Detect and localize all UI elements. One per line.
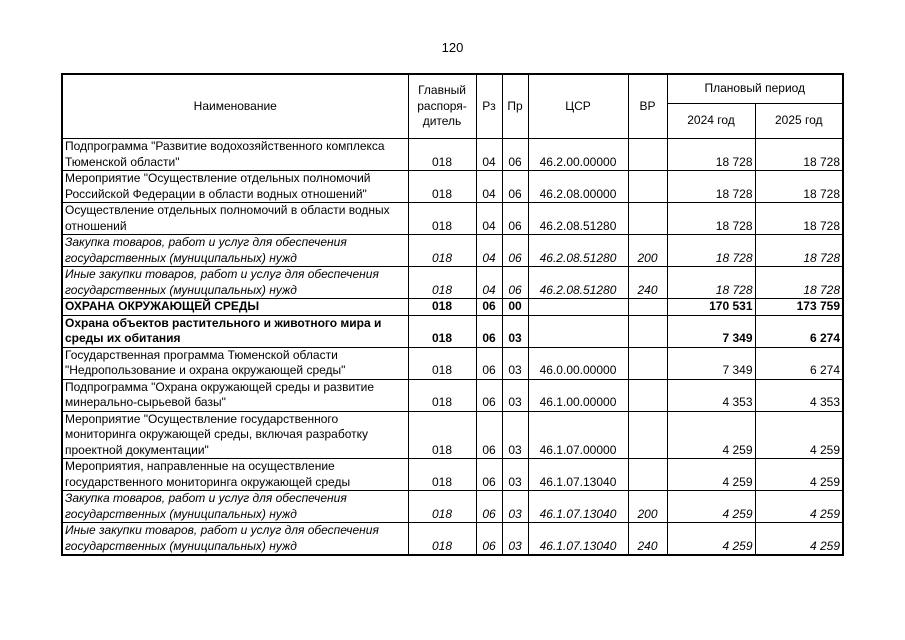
row-vr	[628, 203, 667, 235]
row-year-2025: 4 259	[755, 523, 843, 556]
table-row	[62, 203, 843, 235]
row-rz: 06	[476, 379, 502, 411]
row-year-2025: 4 259	[755, 459, 843, 491]
table-row	[62, 379, 843, 411]
row-vr	[628, 379, 667, 411]
row-rz: 04	[476, 267, 502, 299]
row-rz: 04	[476, 139, 502, 171]
row-year-2024: 18 728	[667, 171, 755, 203]
table-row	[62, 411, 843, 459]
row-vr	[628, 299, 667, 316]
row-pr: 03	[502, 491, 528, 523]
row-year-2025: 4 259	[755, 491, 843, 523]
row-vr	[628, 459, 667, 491]
row-pr: 00	[502, 299, 528, 316]
row-year-2025: 6 274	[755, 315, 843, 347]
row-name: Осуществление отдельных полномочий в области водных отношений	[62, 203, 408, 235]
header-year-2024: 2024 год	[667, 104, 755, 139]
table-row	[62, 491, 843, 523]
row-vr	[628, 411, 667, 459]
row-rz: 04	[476, 203, 502, 235]
table-header	[62, 74, 843, 139]
table-row	[62, 139, 843, 171]
row-pr: 06	[502, 139, 528, 171]
header-vr: ВР	[628, 74, 667, 139]
row-name: Государственная программа Тюменской области "Недропользование и охрана окружающей среды"	[62, 347, 408, 379]
row-pr: 06	[502, 235, 528, 267]
row-name: Иные закупки товаров, работ и услуг для обеспечения государственных (муниципальных) нужд	[62, 267, 408, 299]
row-vr: 240	[628, 267, 667, 299]
header-rz: Рз	[476, 74, 502, 139]
row-csr: 46.0.00.00000	[528, 347, 628, 379]
row-vr	[628, 171, 667, 203]
row-year-2024: 4 259	[667, 459, 755, 491]
row-pr: 03	[502, 379, 528, 411]
header-plan-period: Плановый период	[667, 74, 843, 104]
row-csr: 46.2.00.00000	[528, 139, 628, 171]
row-manager: 018	[408, 315, 476, 347]
row-year-2024: 4 353	[667, 379, 755, 411]
row-year-2025: 173 759	[755, 299, 843, 316]
row-vr: 200	[628, 235, 667, 267]
table-row	[62, 347, 843, 379]
row-pr: 06	[502, 267, 528, 299]
row-name: ОХРАНА ОКРУЖАЮЩЕЙ СРЕДЫ	[62, 299, 408, 316]
row-manager: 018	[408, 267, 476, 299]
row-manager: 018	[408, 523, 476, 556]
row-csr: 46.1.07.13040	[528, 459, 628, 491]
row-manager: 018	[408, 491, 476, 523]
row-year-2024: 4 259	[667, 411, 755, 459]
row-csr: 46.2.08.00000	[528, 171, 628, 203]
row-rz: 06	[476, 411, 502, 459]
row-manager: 018	[408, 235, 476, 267]
row-year-2025: 4 353	[755, 379, 843, 411]
row-name: Охрана объектов растительного и животного мира и среды их обитания	[62, 315, 408, 347]
row-rz: 06	[476, 299, 502, 316]
row-year-2025: 18 728	[755, 235, 843, 267]
row-rz: 06	[476, 523, 502, 556]
row-name: Мероприятия, направленные на осуществление государственного мониторинга окружающей среды	[62, 459, 408, 491]
row-pr: 06	[502, 171, 528, 203]
header-name: Наименование	[62, 74, 408, 139]
row-csr	[528, 299, 628, 316]
row-manager: 018	[408, 459, 476, 491]
row-year-2024: 18 728	[667, 139, 755, 171]
row-manager: 018	[408, 379, 476, 411]
header-manager: Главный распоря-дитель	[408, 74, 476, 139]
row-year-2025: 18 728	[755, 203, 843, 235]
row-name: Мероприятие "Осуществление отдельных полномочий Российской Федерации в области водных отношений"	[62, 171, 408, 203]
header-pr: Пр	[502, 74, 528, 139]
row-pr: 03	[502, 347, 528, 379]
row-vr	[628, 315, 667, 347]
table-row	[62, 523, 843, 556]
row-year-2024: 7 349	[667, 315, 755, 347]
row-csr: 46.1.00.00000	[528, 379, 628, 411]
row-csr: 46.2.08.51280	[528, 267, 628, 299]
row-name: Иные закупки товаров, работ и услуг для обеспечения государственных (муниципальных) нужд	[62, 523, 408, 556]
table-row	[62, 459, 843, 491]
row-year-2024: 18 728	[667, 203, 755, 235]
table-row	[62, 315, 843, 347]
row-year-2025: 18 728	[755, 171, 843, 203]
row-pr: 03	[502, 411, 528, 459]
table-body	[62, 139, 843, 556]
row-name: Закупка товаров, работ и услуг для обеспечения государственных (муниципальных) нужд	[62, 491, 408, 523]
row-year-2024: 18 728	[667, 235, 755, 267]
row-year-2024: 18 728	[667, 267, 755, 299]
row-pr: 03	[502, 315, 528, 347]
row-manager: 018	[408, 203, 476, 235]
row-year-2024: 4 259	[667, 523, 755, 556]
row-manager: 018	[408, 139, 476, 171]
row-rz: 04	[476, 171, 502, 203]
row-year-2025: 18 728	[755, 267, 843, 299]
row-vr	[628, 347, 667, 379]
row-year-2025: 18 728	[755, 139, 843, 171]
row-year-2024: 4 259	[667, 491, 755, 523]
row-manager: 018	[408, 171, 476, 203]
header-csr: ЦСР	[528, 74, 628, 139]
row-csr	[528, 315, 628, 347]
row-year-2025: 4 259	[755, 411, 843, 459]
row-csr: 46.1.07.13040	[528, 523, 628, 556]
row-vr: 240	[628, 523, 667, 556]
row-vr: 200	[628, 491, 667, 523]
header-year-2025: 2025 год	[755, 104, 843, 139]
row-manager: 018	[408, 347, 476, 379]
row-rz: 04	[476, 235, 502, 267]
row-pr: 03	[502, 523, 528, 556]
row-name: Мероприятие "Осуществление государственного мониторинга окружающей среды, включая разработку проектной документации"	[62, 411, 408, 459]
table-row	[62, 267, 843, 299]
table-row	[62, 299, 843, 316]
row-name: Закупка товаров, работ и услуг для обеспечения государственных (муниципальных) нужд	[62, 235, 408, 267]
row-rz: 06	[476, 459, 502, 491]
row-year-2024: 170 531	[667, 299, 755, 316]
row-rz: 06	[476, 491, 502, 523]
row-manager: 018	[408, 411, 476, 459]
row-csr: 46.2.08.51280	[528, 235, 628, 267]
row-name: Подпрограмма "Охрана окружающей среды и развитие минерально-сырьевой базы"	[62, 379, 408, 411]
row-rz: 06	[476, 315, 502, 347]
budget-table	[61, 73, 844, 556]
table-row	[62, 235, 843, 267]
row-csr: 46.1.07.13040	[528, 491, 628, 523]
row-rz: 06	[476, 347, 502, 379]
row-year-2024: 7 349	[667, 347, 755, 379]
row-name: Подпрограмма "Развитие водохозяйственного комплекса Тюменской области"	[62, 139, 408, 171]
row-csr: 46.2.08.51280	[528, 203, 628, 235]
table-row	[62, 171, 843, 203]
row-manager: 018	[408, 299, 476, 316]
row-vr	[628, 139, 667, 171]
page-number: 120	[441, 40, 464, 55]
row-year-2025: 6 274	[755, 347, 843, 379]
row-pr: 06	[502, 203, 528, 235]
row-pr: 03	[502, 459, 528, 491]
row-csr: 46.1.07.00000	[528, 411, 628, 459]
